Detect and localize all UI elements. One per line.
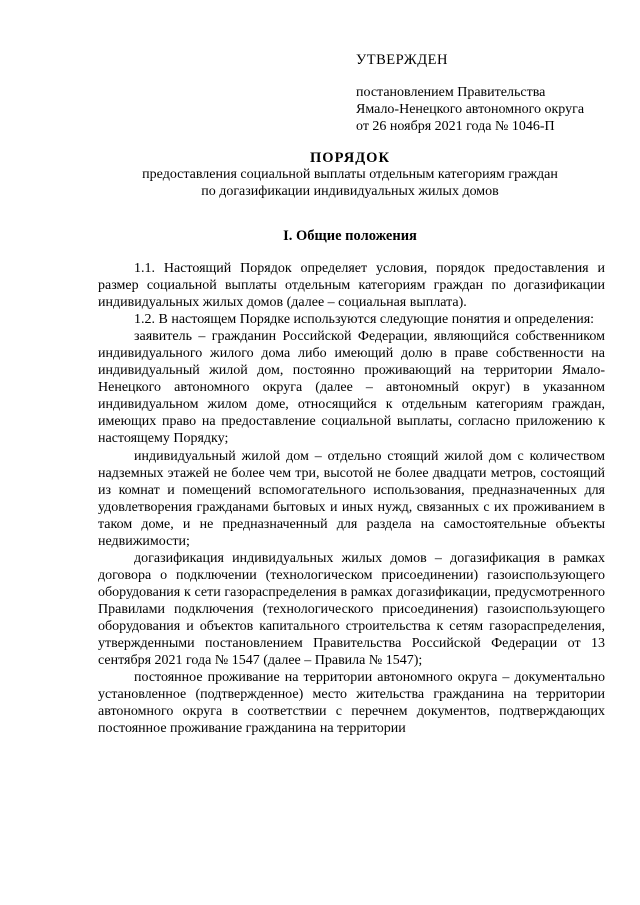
paragraph-1-1: 1.1. Настоящий Порядок определяет условия, порядок предоставления и размер социальной выплаты отдельным категориям граждан по догазификации индивидуальных жилых домов (далее – социальная выплата). <box>98 261 605 311</box>
approved-label: УТВЕРЖДЕН <box>356 52 448 68</box>
approval-line-3: от 26 ноября 2021 года № 1046-П <box>356 119 555 134</box>
section-heading: I. Общие положения <box>283 228 417 244</box>
document-body <box>98 260 605 737</box>
document-subtitle-line-1: предоставления социальной выплаты отдельным категориям граждан <box>142 167 558 182</box>
paragraph-1-2: 1.2. В настоящем Порядке используются следующие понятия и определения: <box>134 312 595 328</box>
approval-stamp <box>356 52 626 135</box>
definition-applicant: заявитель – гражданин Российской Федерации, являющийся собственником индивидуального жилого дома либо имеющий долю в праве собственности на индивидуальный жилой дом, постоянно проживающий на территории Ямало-Ненецкого автономного округа (далее – автономный округ) в указанном индивидуальном жилом доме, относящийся к отдельным категориям граждан, имеющих право на предоставление социальной выплаты, согласно приложению к настоящему Порядку; <box>98 329 605 447</box>
definition-permanent-residence: постоянное проживание на территории автономного округа – документально установленное (подтвержденное) место жительства гражданина на территории автономного округа в соответствии с перечнем документов, подтверждающих постоянное проживание гражданина на территории <box>98 670 605 737</box>
document-title: ПОРЯДОК <box>310 150 390 166</box>
document-title-block <box>60 150 640 200</box>
approval-line-2: Ямало-Ненецкого автономного округа <box>356 102 585 117</box>
approval-line-1: постановлением Правительства <box>356 85 546 100</box>
definition-individual-house: индивидуальный жилой дом – отдельно стоящий жилой дом с количеством надземных этажей не более чем три, высотой не более двадцати метров, состоящий из комнат и помещений вспомогательного использования, предназначенных для удовлетворения гражданами бытовых и иных нужд, связанных с их проживанием в таком доме, и не предназначенный для раздела на самостоятельные объекты недвижимости; <box>98 448 605 549</box>
definition-gasification: догазификация индивидуальных жилых домов – догазификация в рамках договора о подключении (технологическом присоединении) газоиспользующего оборудования к сети газораспределения в рамках догазификации, предусмотренного Правилами подключения (технологического присоединения) газоиспользующего оборудования и объектов капитального строительства к сетям газораспределения, утвержденными постановлением Правительства Российской Федерации от 13 сентября 2021 года № 1547 (далее – Правила № 1547); <box>98 550 605 669</box>
document-subtitle-line-2: по догазификации индивидуальных жилых домов <box>201 183 499 199</box>
